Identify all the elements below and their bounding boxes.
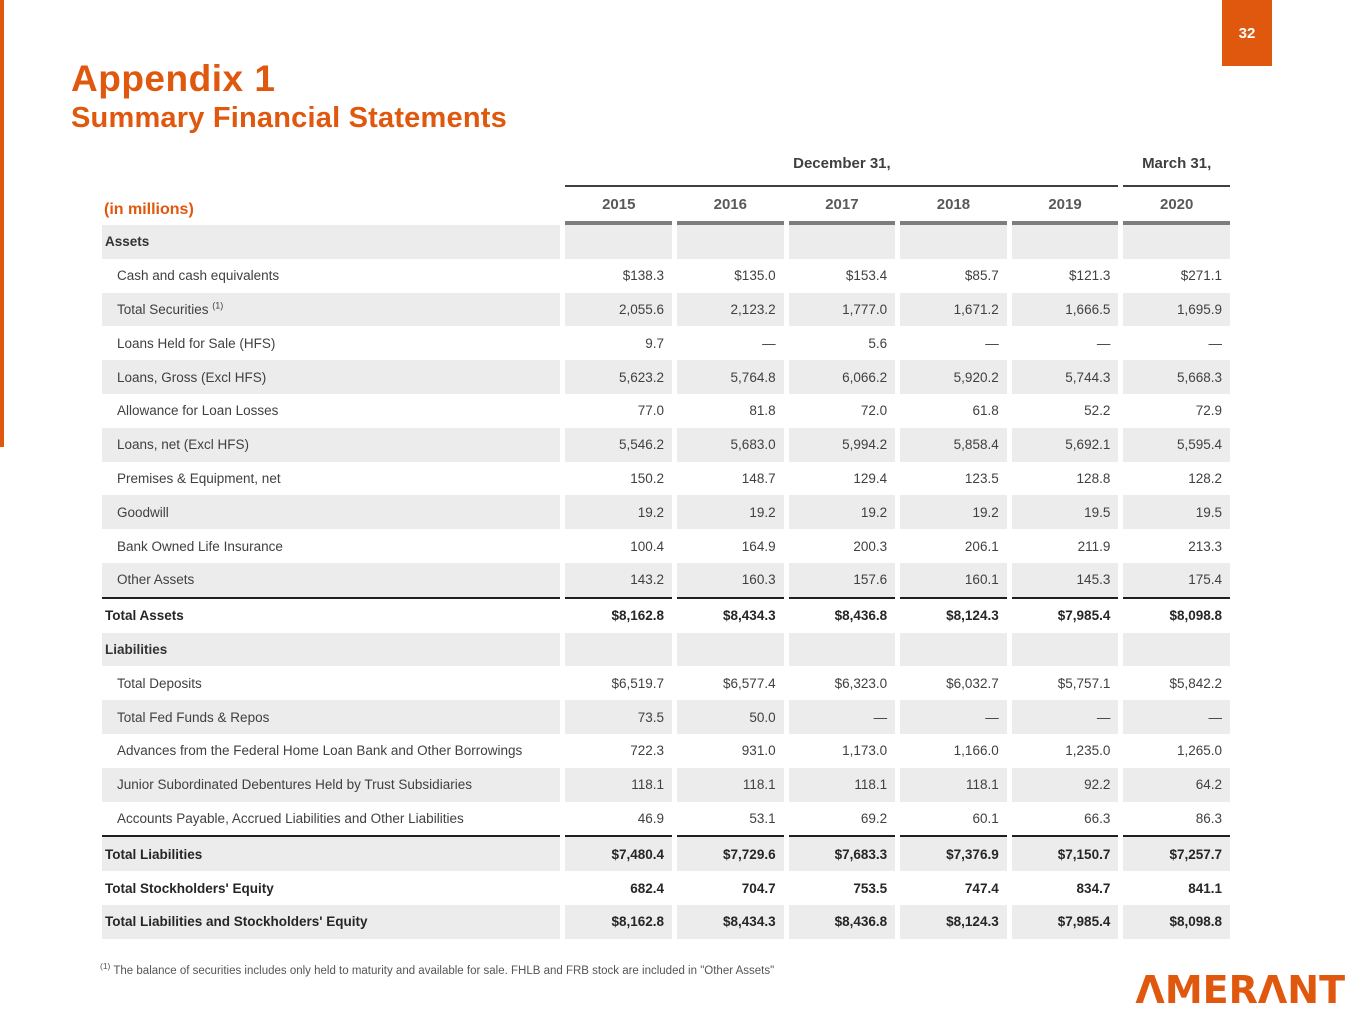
row-label: Total Liabilities (102, 835, 560, 871)
value-cell: 5,595.4 (1123, 428, 1230, 462)
value-cell: — (1012, 700, 1119, 734)
value-cell: 834.7 (1076, 880, 1111, 896)
value-cell: 1,695.9 (1123, 293, 1230, 327)
value-cell: 1,265.0 (1176, 743, 1222, 759)
row-label: Total Fed Funds & Repos (102, 700, 560, 734)
footnote-text: The balance of securities includes only held to maturity and available for sale. FHLB and FRB stock are included in "Other Assets" (113, 964, 775, 977)
table-row (102, 700, 1230, 734)
value-cell: 5,744.3 (1012, 360, 1119, 394)
value-cell: 19.2 (565, 495, 672, 529)
table-row (102, 905, 1230, 939)
value-cell: 123.5 (964, 470, 999, 486)
value-cell: 753.5 (853, 880, 888, 896)
value-cell: 164.9 (741, 538, 776, 554)
value-cell: 157.6 (789, 563, 896, 597)
table-row (102, 462, 1230, 496)
table-row (102, 293, 1230, 327)
section-header-row (102, 225, 1230, 259)
value-cell: $7,257.7 (1123, 835, 1230, 871)
row-label: Junior Subordinated Debentures Held by Trust Subsidiaries (102, 768, 560, 802)
value-cell: 6,066.2 (789, 360, 896, 394)
value-cell (789, 633, 896, 667)
value-cell: 53.1 (749, 810, 776, 826)
value-cell: $8,162.8 (565, 905, 672, 939)
value-cell (900, 225, 1007, 259)
table-row (102, 360, 1230, 394)
value-cell: 60.1 (972, 810, 999, 826)
row-label: Total Securities $^{(1)}$ (102, 293, 560, 327)
value-cell: $85.7 (964, 268, 999, 284)
value-cell: $6,323.0 (834, 675, 888, 691)
value-cell: 64.2 (1123, 768, 1230, 802)
value-cell: 118.1 (677, 768, 784, 802)
value-cell: 160.3 (677, 563, 784, 597)
value-cell: $7,150.7 (1012, 835, 1119, 871)
value-cell: $135.0 (734, 268, 776, 284)
value-cell: 118.1 (900, 768, 1007, 802)
value-cell: 9.7 (645, 335, 665, 351)
value-cell: 81.8 (749, 403, 776, 419)
value-cell: $8,436.8 (789, 905, 896, 939)
table-row (102, 428, 1230, 462)
value-cell: 160.1 (900, 563, 1007, 597)
value-cell: 77.0 (637, 403, 665, 419)
table-row (102, 259, 1230, 293)
table-row (102, 563, 1230, 597)
table-row (102, 768, 1230, 802)
value-cell: 5,994.2 (789, 428, 896, 462)
value-cell: $8,098.8 (1123, 597, 1230, 633)
value-cell (1123, 633, 1230, 667)
value-cell: 52.2 (1084, 403, 1111, 419)
value-cell: 1,166.0 (953, 743, 999, 759)
table-row (102, 835, 1230, 871)
year-column-header: 2018 (900, 187, 1007, 225)
value-cell: 175.4 (1123, 563, 1230, 597)
value-cell: $6,032.7 (946, 675, 999, 691)
value-cell: — (1096, 335, 1111, 351)
value-cell: $7,683.3 (789, 835, 896, 871)
value-cell: 206.1 (964, 538, 999, 554)
value-cell (677, 225, 784, 259)
value-cell: 682.4 (630, 880, 665, 896)
value-cell: 148.7 (741, 470, 776, 486)
value-cell: 1,173.0 (842, 743, 888, 759)
value-cell: 72.9 (1195, 403, 1222, 419)
value-cell: 128.2 (1188, 470, 1222, 486)
row-label: Premises & Equipment, net (117, 470, 281, 486)
value-cell (900, 633, 1007, 667)
value-cell: 5,920.2 (900, 360, 1007, 394)
value-cell: 5,692.1 (1012, 428, 1119, 462)
value-cell: 1,666.5 (1012, 293, 1119, 327)
value-cell: 5,668.3 (1123, 360, 1230, 394)
section-header-row (102, 633, 1230, 667)
year-column-header: 2017 (789, 187, 896, 225)
value-cell: — (1208, 335, 1222, 351)
value-cell: — (985, 335, 999, 351)
value-cell: 722.3 (630, 743, 665, 759)
value-cell: 92.2 (1012, 768, 1119, 802)
value-cell: — (900, 700, 1007, 734)
table-row (102, 802, 1230, 836)
row-label: Loans, net (Excl HFS) (102, 428, 560, 462)
value-cell: 150.2 (630, 470, 665, 486)
table-row (102, 326, 1230, 360)
value-cell: $138.3 (622, 268, 665, 284)
value-cell: 86.3 (1195, 810, 1222, 826)
value-cell: $6,519.7 (611, 675, 665, 691)
value-cell: 5.6 (868, 335, 888, 351)
row-label: Loans Held for Sale (HFS) (117, 335, 276, 351)
value-cell: $271.1 (1180, 268, 1222, 284)
row-label: Other Assets (102, 563, 560, 597)
value-cell: 50.0 (677, 700, 784, 734)
column-group-label: December 31, (565, 150, 1118, 187)
value-cell: $7,985.4 (1012, 597, 1119, 633)
value-cell: 1,671.2 (900, 293, 1007, 327)
value-cell: — (762, 335, 776, 351)
year-header-row (102, 187, 1230, 225)
value-cell: $7,480.4 (565, 835, 672, 871)
table-row (102, 529, 1230, 563)
value-cell: $8,124.3 (900, 905, 1007, 939)
page-number-badge (1222, 0, 1272, 66)
value-cell: — (789, 700, 896, 734)
table-row (102, 666, 1230, 700)
value-cell: 5,858.4 (900, 428, 1007, 462)
slide-title: Appendix 1 (71, 58, 276, 99)
value-cell: 19.2 (789, 495, 896, 529)
value-cell: 19.2 (677, 495, 784, 529)
value-cell: 1,235.0 (1065, 743, 1111, 759)
value-cell: 128.8 (1076, 470, 1111, 486)
value-cell: 69.2 (860, 810, 888, 826)
value-cell: 145.3 (1012, 563, 1119, 597)
column-group-label: March 31, (1123, 150, 1230, 187)
table-header (102, 150, 1230, 225)
value-cell: 5,623.2 (565, 360, 672, 394)
units-label: (in millions) (104, 201, 194, 218)
value-cell: $6,577.4 (723, 675, 776, 691)
amerant-logo: ΛMERΛNT (1135, 968, 1345, 1012)
value-cell (1012, 633, 1119, 667)
table-body (102, 225, 1230, 939)
slide-subtitle: Summary Financial Statements (71, 102, 507, 134)
value-cell (1123, 225, 1230, 259)
table-row (102, 495, 1230, 529)
value-cell (565, 225, 672, 259)
footnote (100, 961, 774, 977)
column-group-row (102, 150, 1230, 187)
value-cell: 19.2 (900, 495, 1007, 529)
value-cell: $5,757.1 (1057, 675, 1111, 691)
row-label: Allowance for Loan Losses (117, 403, 279, 419)
row-label: Cash and cash equivalents (117, 268, 280, 284)
value-cell: 5,546.2 (565, 428, 672, 462)
value-cell: $8,162.8 (565, 597, 672, 633)
value-cell: 66.3 (1084, 810, 1111, 826)
value-cell: 2,123.2 (677, 293, 784, 327)
row-label: Goodwill (102, 495, 560, 529)
row-label: Assets (102, 225, 560, 259)
value-cell (677, 633, 784, 667)
value-cell: 129.4 (853, 470, 888, 486)
year-column-header: 2020 (1123, 187, 1230, 225)
row-label: Total Liabilities and Stockholders' Equity (102, 905, 560, 939)
row-label: Total Stockholders' Equity (105, 880, 274, 896)
row-label: Advances from the Federal Home Loan Bank and Other Borrowings (117, 743, 523, 759)
value-cell (565, 633, 672, 667)
value-cell: 118.1 (789, 768, 896, 802)
value-cell: 19.5 (1123, 495, 1230, 529)
value-cell: — (1123, 700, 1230, 734)
value-cell: 931.0 (741, 743, 776, 759)
row-label: Total Deposits (117, 675, 202, 691)
value-cell: 704.7 (741, 880, 776, 896)
value-cell: 841.1 (1188, 880, 1222, 896)
value-cell: $5,842.2 (1169, 675, 1222, 691)
value-cell: $8,434.3 (677, 905, 784, 939)
left-accent-stripe (0, 0, 4, 447)
value-cell: 211.9 (1077, 538, 1111, 554)
value-cell: $7,729.6 (677, 835, 784, 871)
value-cell: 19.5 (1012, 495, 1119, 529)
value-cell: 46.9 (637, 810, 665, 826)
value-cell: 118.1 (565, 768, 672, 802)
value-cell: 72.0 (860, 403, 888, 419)
value-cell: $8,434.3 (677, 597, 784, 633)
value-cell: 73.5 (565, 700, 672, 734)
value-cell: 747.4 (964, 880, 999, 896)
year-column-header: 2015 (565, 187, 672, 225)
value-cell: $8,098.8 (1123, 905, 1230, 939)
year-column-header: 2016 (677, 187, 784, 225)
value-cell: $153.4 (845, 268, 888, 284)
row-label: Loans, Gross (Excl HFS) (102, 360, 560, 394)
row-label: Total Assets (102, 597, 560, 633)
table-row (102, 597, 1230, 633)
value-cell: 213.3 (1188, 538, 1222, 554)
value-cell: 2,055.6 (565, 293, 672, 327)
year-column-header: 2019 (1012, 187, 1119, 225)
page-number: 32 (1238, 24, 1256, 42)
value-cell: $121.3 (1069, 268, 1111, 284)
value-cell: 200.3 (853, 538, 888, 554)
footnote-reference: (1) (212, 300, 224, 311)
value-cell: 143.2 (565, 563, 672, 597)
row-label: Liabilities (102, 633, 560, 667)
value-cell: 61.8 (972, 403, 999, 419)
table-row (102, 734, 1230, 768)
row-label: Bank Owned Life Insurance (117, 538, 283, 554)
value-cell: $8,436.8 (789, 597, 896, 633)
value-cell: 1,777.0 (789, 293, 896, 327)
financial-statements-table (97, 150, 1235, 939)
table-row (102, 871, 1230, 905)
value-cell (789, 225, 896, 259)
table-row (102, 394, 1230, 428)
value-cell: 100.4 (630, 538, 665, 554)
header-spacer (102, 150, 560, 187)
row-label: Accounts Payable, Accrued Liabilities and Other Liabilities (117, 810, 464, 826)
value-cell: $7,985.4 (1012, 905, 1119, 939)
value-cell: 5,764.8 (677, 360, 784, 394)
value-cell: $8,124.3 (900, 597, 1007, 633)
value-cell: 5,683.0 (677, 428, 784, 462)
footnote-marker: (1) (100, 961, 111, 971)
value-cell: $7,376.9 (900, 835, 1007, 871)
value-cell (1012, 225, 1119, 259)
